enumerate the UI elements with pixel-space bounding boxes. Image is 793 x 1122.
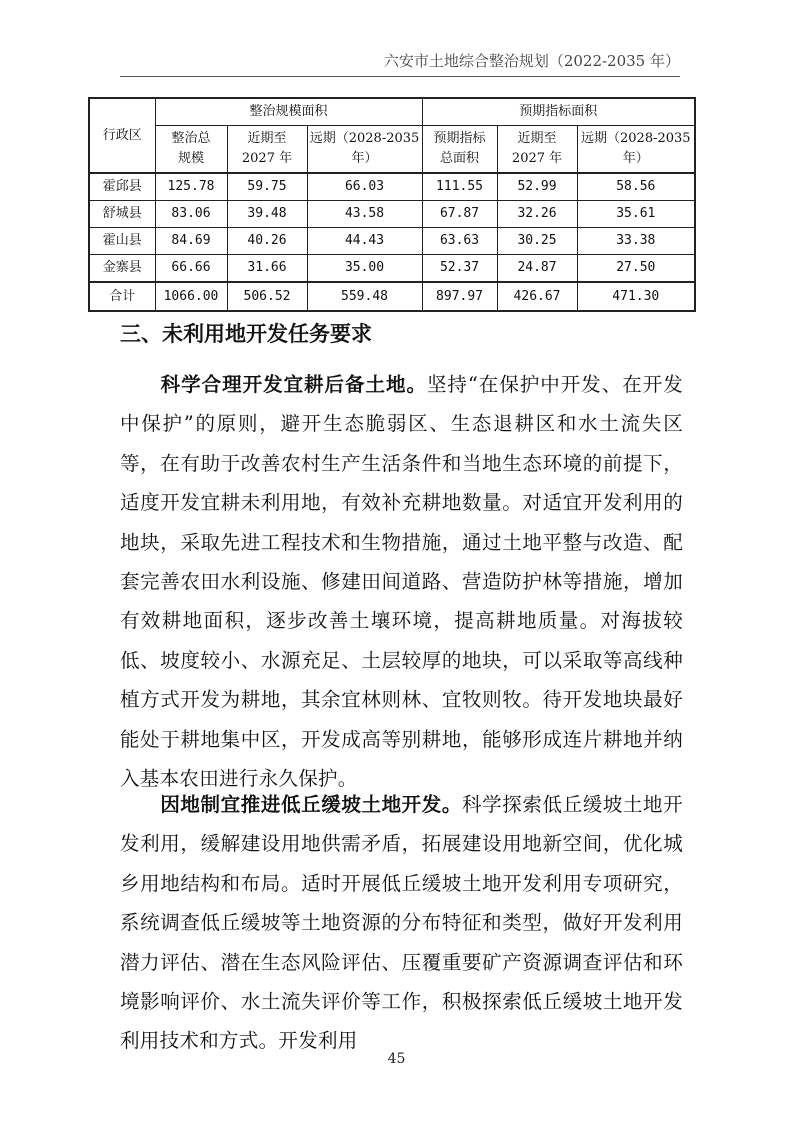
- group-header-target: 预期指标面积: [422, 98, 695, 126]
- area-table: [88, 97, 696, 312]
- paragraph-lead: 科学合理开发宜耕后备土地。: [160, 373, 427, 396]
- sub-header-target-far: 远期（2028-2035 年）: [577, 126, 695, 174]
- cell-target-total: 63.63: [422, 228, 497, 255]
- cell-target-near: 32.26: [497, 201, 577, 228]
- cell-near: 40.26: [227, 228, 307, 255]
- total-target-near: 426.67: [497, 282, 577, 311]
- page-number: 45: [387, 1051, 406, 1067]
- cell-total-scale: 125.78: [155, 173, 227, 201]
- cell-target-far: 35.61: [577, 201, 695, 228]
- cell-total-scale: 83.06: [155, 201, 227, 228]
- row-region: 霍山县: [89, 228, 155, 255]
- cell-target-far: 58.56: [577, 173, 695, 201]
- total-near: 506.52: [227, 282, 307, 311]
- paragraph-body: 坚持“在保护中开发、在开发中保护”的原则，避开生态脆弱区、生态退耕区和水土流失区等，在有助于改善农村生产生活条件和当地生态环境的前提下，适度开发宜耕未利用地，有效补充耕地数量。对适宜开发利用的地块，采取先进工程技术和生物措施，通过土地平整与改造、配套完善农田水利设施、修建田间道路、营造防护林等措施，增加有效耕地面积，逐步改善土壤环境，提高耕地质量。对海拔较低、坡度较小、水源充足、土层较厚的地块，可以采取等高线种植方式开发为耕地，其余宜林则林、宜牧则牧。待开发地块最好能处于耕地集中区，开发成高等别耕地，能够形成连片耕地并纳入基本农田进行永久保护。: [120, 373, 684, 791]
- cell-target-total: 52.37: [422, 255, 497, 283]
- table-row: [89, 228, 695, 255]
- sub-header-target-total: 预期指标总面积: [422, 126, 497, 174]
- paragraph-body: 科学探索低丘缓坡土地开发利用，缓解建设用地供需矛盾，拓展建设用地新空间，优化城乡用地结构和布局。适时开展低丘缓坡土地开发利用专项研究，系统调查低丘缓坡等土地资源的分布特征和类型，做好开发利用潜力评估、潜在生态风险评估、压覆重要矿产资源调查评估和环境影响评价、水土流失评价等工作，积极探索低丘缓坡土地开发利用技术和方式。开发利用: [120, 793, 683, 1053]
- table-row: [89, 173, 695, 201]
- cell-near: 39.48: [227, 201, 307, 228]
- cell-far: 44.43: [307, 228, 422, 255]
- table-row: [89, 201, 695, 228]
- cell-target-far: 33.38: [577, 228, 695, 255]
- sub-header-total-scale: 整治总规模: [155, 126, 227, 174]
- cell-target-total: 67.87: [422, 201, 497, 228]
- row-region: 金寨县: [89, 255, 155, 283]
- cell-far: 35.00: [307, 255, 422, 283]
- cell-total-scale: 66.66: [155, 255, 227, 283]
- section-heading: 三、未利用地开发任务要求: [120, 322, 372, 346]
- sub-header-long-term: 远期（2028-2035 年）: [307, 126, 422, 174]
- cell-target-total: 111.55: [422, 173, 497, 201]
- running-header: 六安市土地综合整治规划（2022-2035 年）: [383, 52, 680, 70]
- table-total-row: [89, 282, 695, 311]
- total-target-total: 897.97: [422, 282, 497, 311]
- cell-target-far: 27.50: [577, 255, 695, 283]
- total-target-far: 471.30: [577, 282, 695, 311]
- row-region: 舒城县: [89, 201, 155, 228]
- col-region-header: 行政区: [89, 98, 155, 173]
- cell-far: 66.03: [307, 173, 422, 201]
- row-region: 霍邱县: [89, 173, 155, 201]
- paragraph-arable-reserve: [120, 365, 683, 798]
- cell-total-scale: 84.69: [155, 228, 227, 255]
- group-header-remediation: 整治规模面积: [155, 98, 422, 126]
- cell-target-near: 24.87: [497, 255, 577, 283]
- total-total-scale: 1066.00: [155, 282, 227, 311]
- sub-header-target-near: 近期至2027 年: [497, 126, 577, 174]
- sub-header-near-term: 近期至2027 年: [227, 126, 307, 174]
- total-label: 合计: [89, 282, 155, 311]
- paragraph-low-hill-slope: [120, 785, 683, 1061]
- header-rule: [120, 76, 680, 77]
- paragraph-lead: 因地制宜推进低丘缓坡土地开发。: [160, 793, 463, 816]
- table-row: [89, 255, 695, 283]
- cell-far: 43.58: [307, 201, 422, 228]
- cell-near: 31.66: [227, 255, 307, 283]
- cell-target-near: 30.25: [497, 228, 577, 255]
- cell-target-near: 52.99: [497, 173, 577, 201]
- total-far: 559.48: [307, 282, 422, 311]
- cell-near: 59.75: [227, 173, 307, 201]
